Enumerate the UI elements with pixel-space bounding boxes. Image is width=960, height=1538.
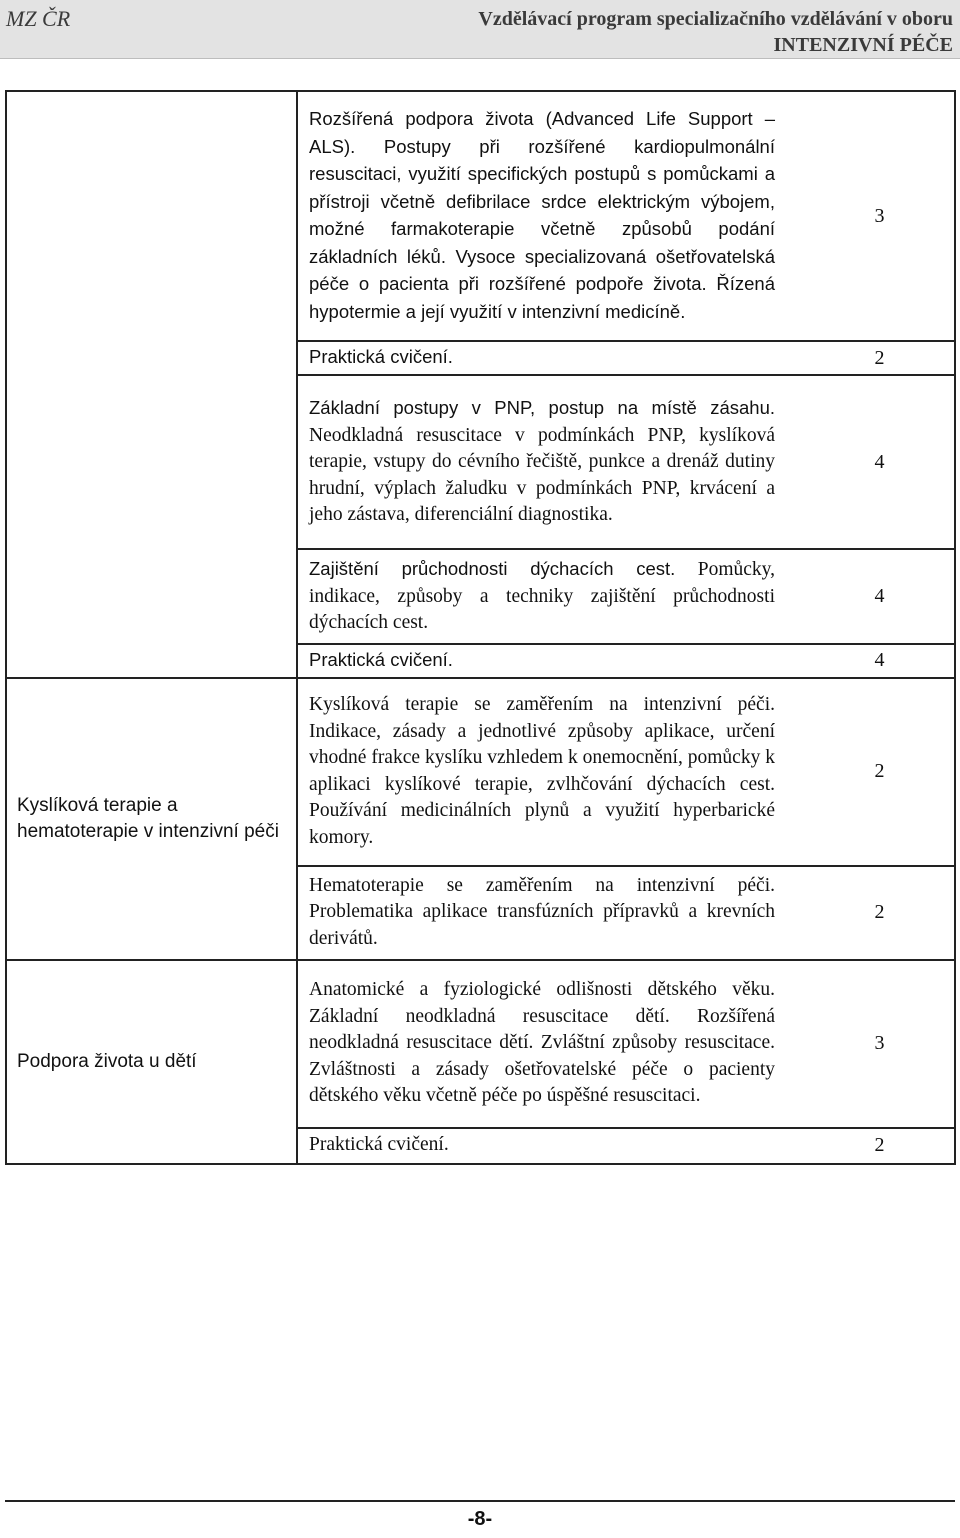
hours-cell — [781, 341, 955, 375]
page-header — [0, 0, 960, 59]
row-text-part: Anatomické a fyziologické odlišnosti dětského věku. Základní neodkladná resuscitace dětí. Rozšířená neodkladná resuscitace dětí. Zvláštní způsoby resuscitace. Zvláštnosti a zásady ošetřovatelské péče o pacienty dětského věku včetně péče po úspěšné resuscitaci. — [309, 979, 775, 1107]
row-text-part: Neodkladná resuscitace v podmínkách PNP, kyslíková terapie, vstupy do cévního řečiště, punkce a drenáž dutiny hrudní, výplach žaludku v podmínkách PNP, krvácení a jeho zástava, diferenciální diagnostika. — [309, 424, 775, 526]
hours-cell — [781, 644, 955, 678]
row-text — [297, 644, 781, 678]
hours-value: 4 — [874, 649, 885, 671]
page-number: -8- — [467, 1508, 493, 1530]
row-text-part: Praktická cvičení. — [309, 346, 453, 368]
curriculum-table — [5, 90, 956, 1165]
row-text-part: Zajištění průchodnosti dýchacích cest. — [309, 558, 676, 579]
hours-cell — [781, 549, 955, 644]
section-title: Podpora života u dětí — [6, 960, 297, 1164]
section-title — [6, 91, 297, 678]
row-text — [297, 341, 781, 375]
hours-value: 3 — [874, 1032, 885, 1054]
hours-value: 3 — [874, 204, 885, 227]
row-text-part: Hematoterapie se zaměřením na intenzivní péči. — [309, 874, 775, 896]
row-text — [297, 678, 781, 866]
row-text-part: Postupy při rozšířené kardiopulmonální resuscitaci, využití specifických postupů s pomůckami a přístroji včetně defibrilace srdce elektrickým výbojem, možné farmakoterapie včetně způsobů podání základních léků. — [309, 135, 775, 267]
row-text-part: Řízená hypotermie a její využití v intenzivní medicíně. — [309, 273, 775, 322]
row-text-part: Základní postupy v PNP, postup na místě zásahu. — [309, 397, 775, 419]
row-text — [297, 960, 781, 1128]
header-left: MZ ČR — [6, 6, 71, 31]
hours-value: 2 — [874, 901, 885, 923]
row-text-part: Problematika aplikace transfúzních přípravků a krevních derivátů. — [309, 901, 775, 949]
hours-cell — [781, 91, 955, 341]
row-text — [297, 91, 781, 341]
hours-value: 2 — [874, 1134, 885, 1156]
header-title-line1: Vzdělávací program specializačního vzdělávání v oboru — [478, 8, 953, 30]
row-text-part: Indikace, zásady a jednotlivé způsoby aplikace, určení vhodné frakce kyslíku vzhledem k onemocnění, pomůcky k aplikaci kyslíkové terapie, zvlhčování dýchacích cest. Používání medicinálních plynů a využití hyperbarické komory. — [309, 720, 775, 848]
row-text-part: Praktická cvičení. — [309, 648, 453, 670]
hours-cell — [781, 960, 955, 1128]
row-text — [297, 549, 781, 644]
hours-cell — [781, 678, 955, 866]
row-text — [297, 866, 781, 960]
row-text — [297, 375, 781, 549]
section-title: Kyslíková terapie a hematoterapie v intenzivní péči — [6, 678, 297, 960]
table-row — [6, 960, 955, 1128]
hours-value: 4 — [874, 450, 885, 473]
hours-cell — [781, 1128, 955, 1164]
table-row — [6, 91, 955, 341]
row-text-part: Vysoce specializovaná ošetřovatelská péče o pacienta při rozšířené podpoře života. — [309, 245, 775, 294]
hours-value: 2 — [874, 760, 885, 782]
hours-value: 4 — [874, 584, 885, 607]
row-text-part: Kyslíková terapie se zaměřením na intenzivní péči. — [309, 694, 775, 715]
header-title-line2: INTENZIVNÍ PÉČE — [773, 34, 953, 56]
row-text-part: Rozšířená podpora života (Advanced Life Support – ALS). — [309, 108, 775, 157]
row-text-part: Praktická cvičení. — [309, 1134, 449, 1156]
hours-cell — [781, 866, 955, 960]
table-row — [6, 678, 955, 866]
hours-cell — [781, 375, 955, 549]
footer-divider — [5, 1500, 955, 1502]
row-text-part: Pomůcky, indikace, způsoby a techniky zajištění průchodnosti dýchacích cest. — [309, 559, 775, 633]
row-text — [297, 1128, 781, 1164]
hours-value: 2 — [874, 346, 885, 369]
header-right — [478, 6, 953, 58]
